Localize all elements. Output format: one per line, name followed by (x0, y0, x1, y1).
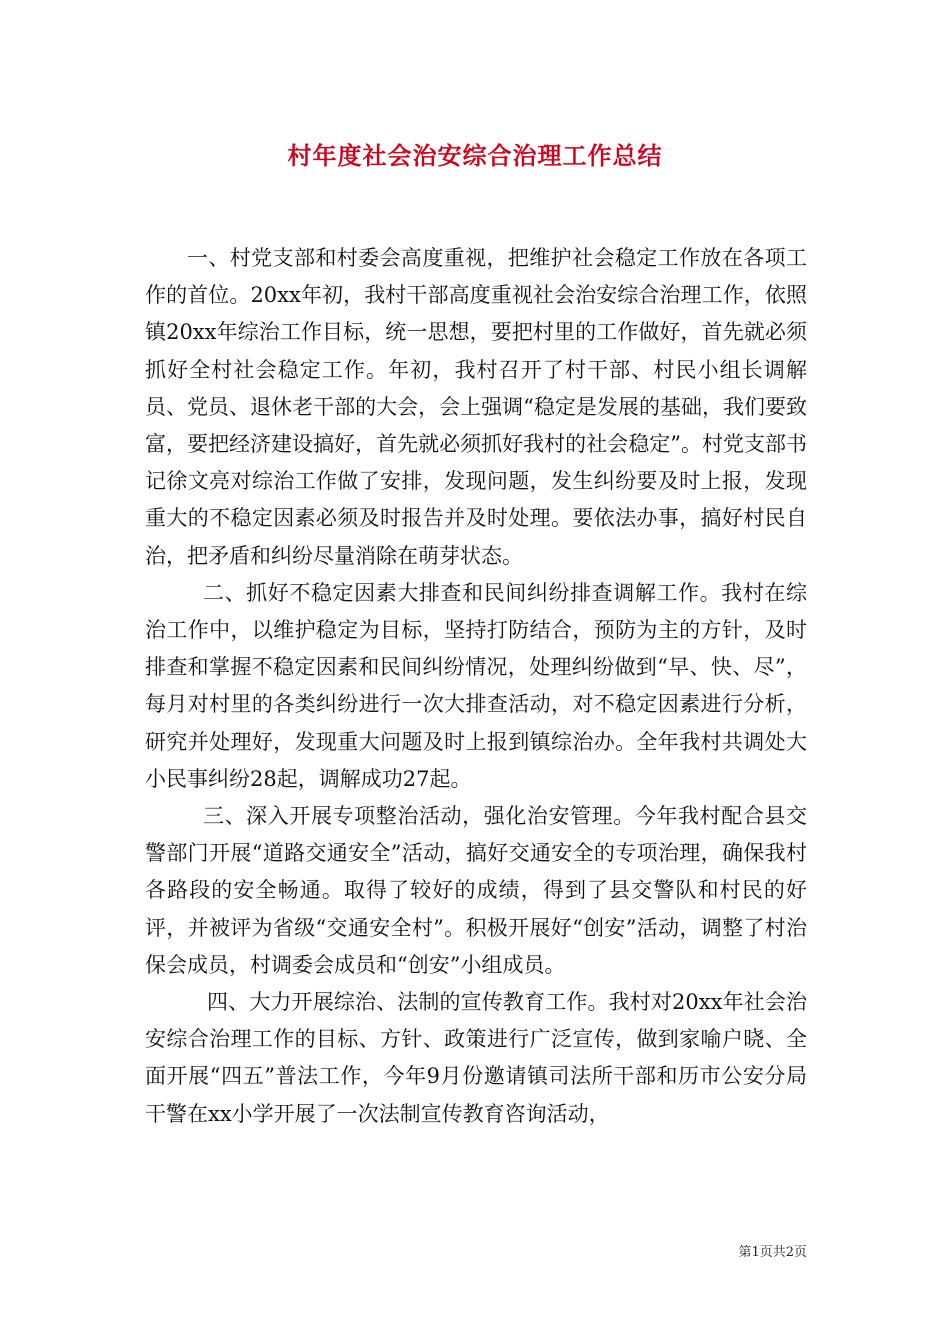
document-body (145, 240, 807, 1133)
paragraph-2: 二、抓好不稳定因素大排查和民间纠纷排查调解工作。我村在综治工作中，以维护稳定为目标，坚持打防结合，预防为主的方针，及时排查和掌握不稳定因素和民间纠纷情况，处理纠纷做到“早、快、尽”，每月对村里的各类纠纷进行一次大排查活动，对不稳定因素进行分析，研究并处理好，发现重大问题及时上报到镇综治办。全年我村共调处大小民事纠纷28起，调解成功27起。 (145, 580, 807, 791)
paragraph-4: 四、大力开展综治、法制的宣传教育工作。我村对20xx年社会治安综合治理工作的目标、方针、政策进行广泛宣传，做到家喻户晓、全面开展“四五”普法工作，今年9月份邀请镇司法所干部和历市公安分局干警在xx小学开展了一次法制宣传教育咨询活动， (145, 990, 807, 1126)
paragraph-3: 三、深入开展专项整治活动，强化治安管理。今年我村配合县交警部门开展“道路交通安全”活动，搞好交通安全的专项治理，确保我村各路段的安全畅通。取得了较好的成绩，得到了县交警队和村民的好评，并被评为省级“交通安全村”。积极开展好“创安”活动，调整了村治保会成员，村调委会成员和“创安”小组成员。 (145, 804, 807, 977)
page-title: 村年度社会治安综合治理工作总结 (287, 141, 663, 170)
paragraph-1: 一、村党支部和村委会高度重视，把维护社会稳定工作放在各项工作的首位。20xx年初，我村干部高度重视社会治安综合治理工作，依照镇20xx年综治工作目标，统一思想，要把村里的工作做好，首先就必须抓好全村社会稳定工作。年初，我村召开了村干部、村民小组长调解员、党员、退休老干部的大会，会上强调“稳定是发展的基础，我们要致富，要把经济建设搞好，首先就必须抓好我村的社会稳定”。村党支部书记徐文亮对综治工作做了安排，发现问题，发生纠纷要及时上报，发现重大的不稳定因素必须及时报告并及时处理。要依法办事，搞好村民自治，把矛盾和纠纷尽量消除在萌芽状态。 (145, 246, 807, 568)
page-number: 第1页共2页 (738, 1245, 807, 1260)
